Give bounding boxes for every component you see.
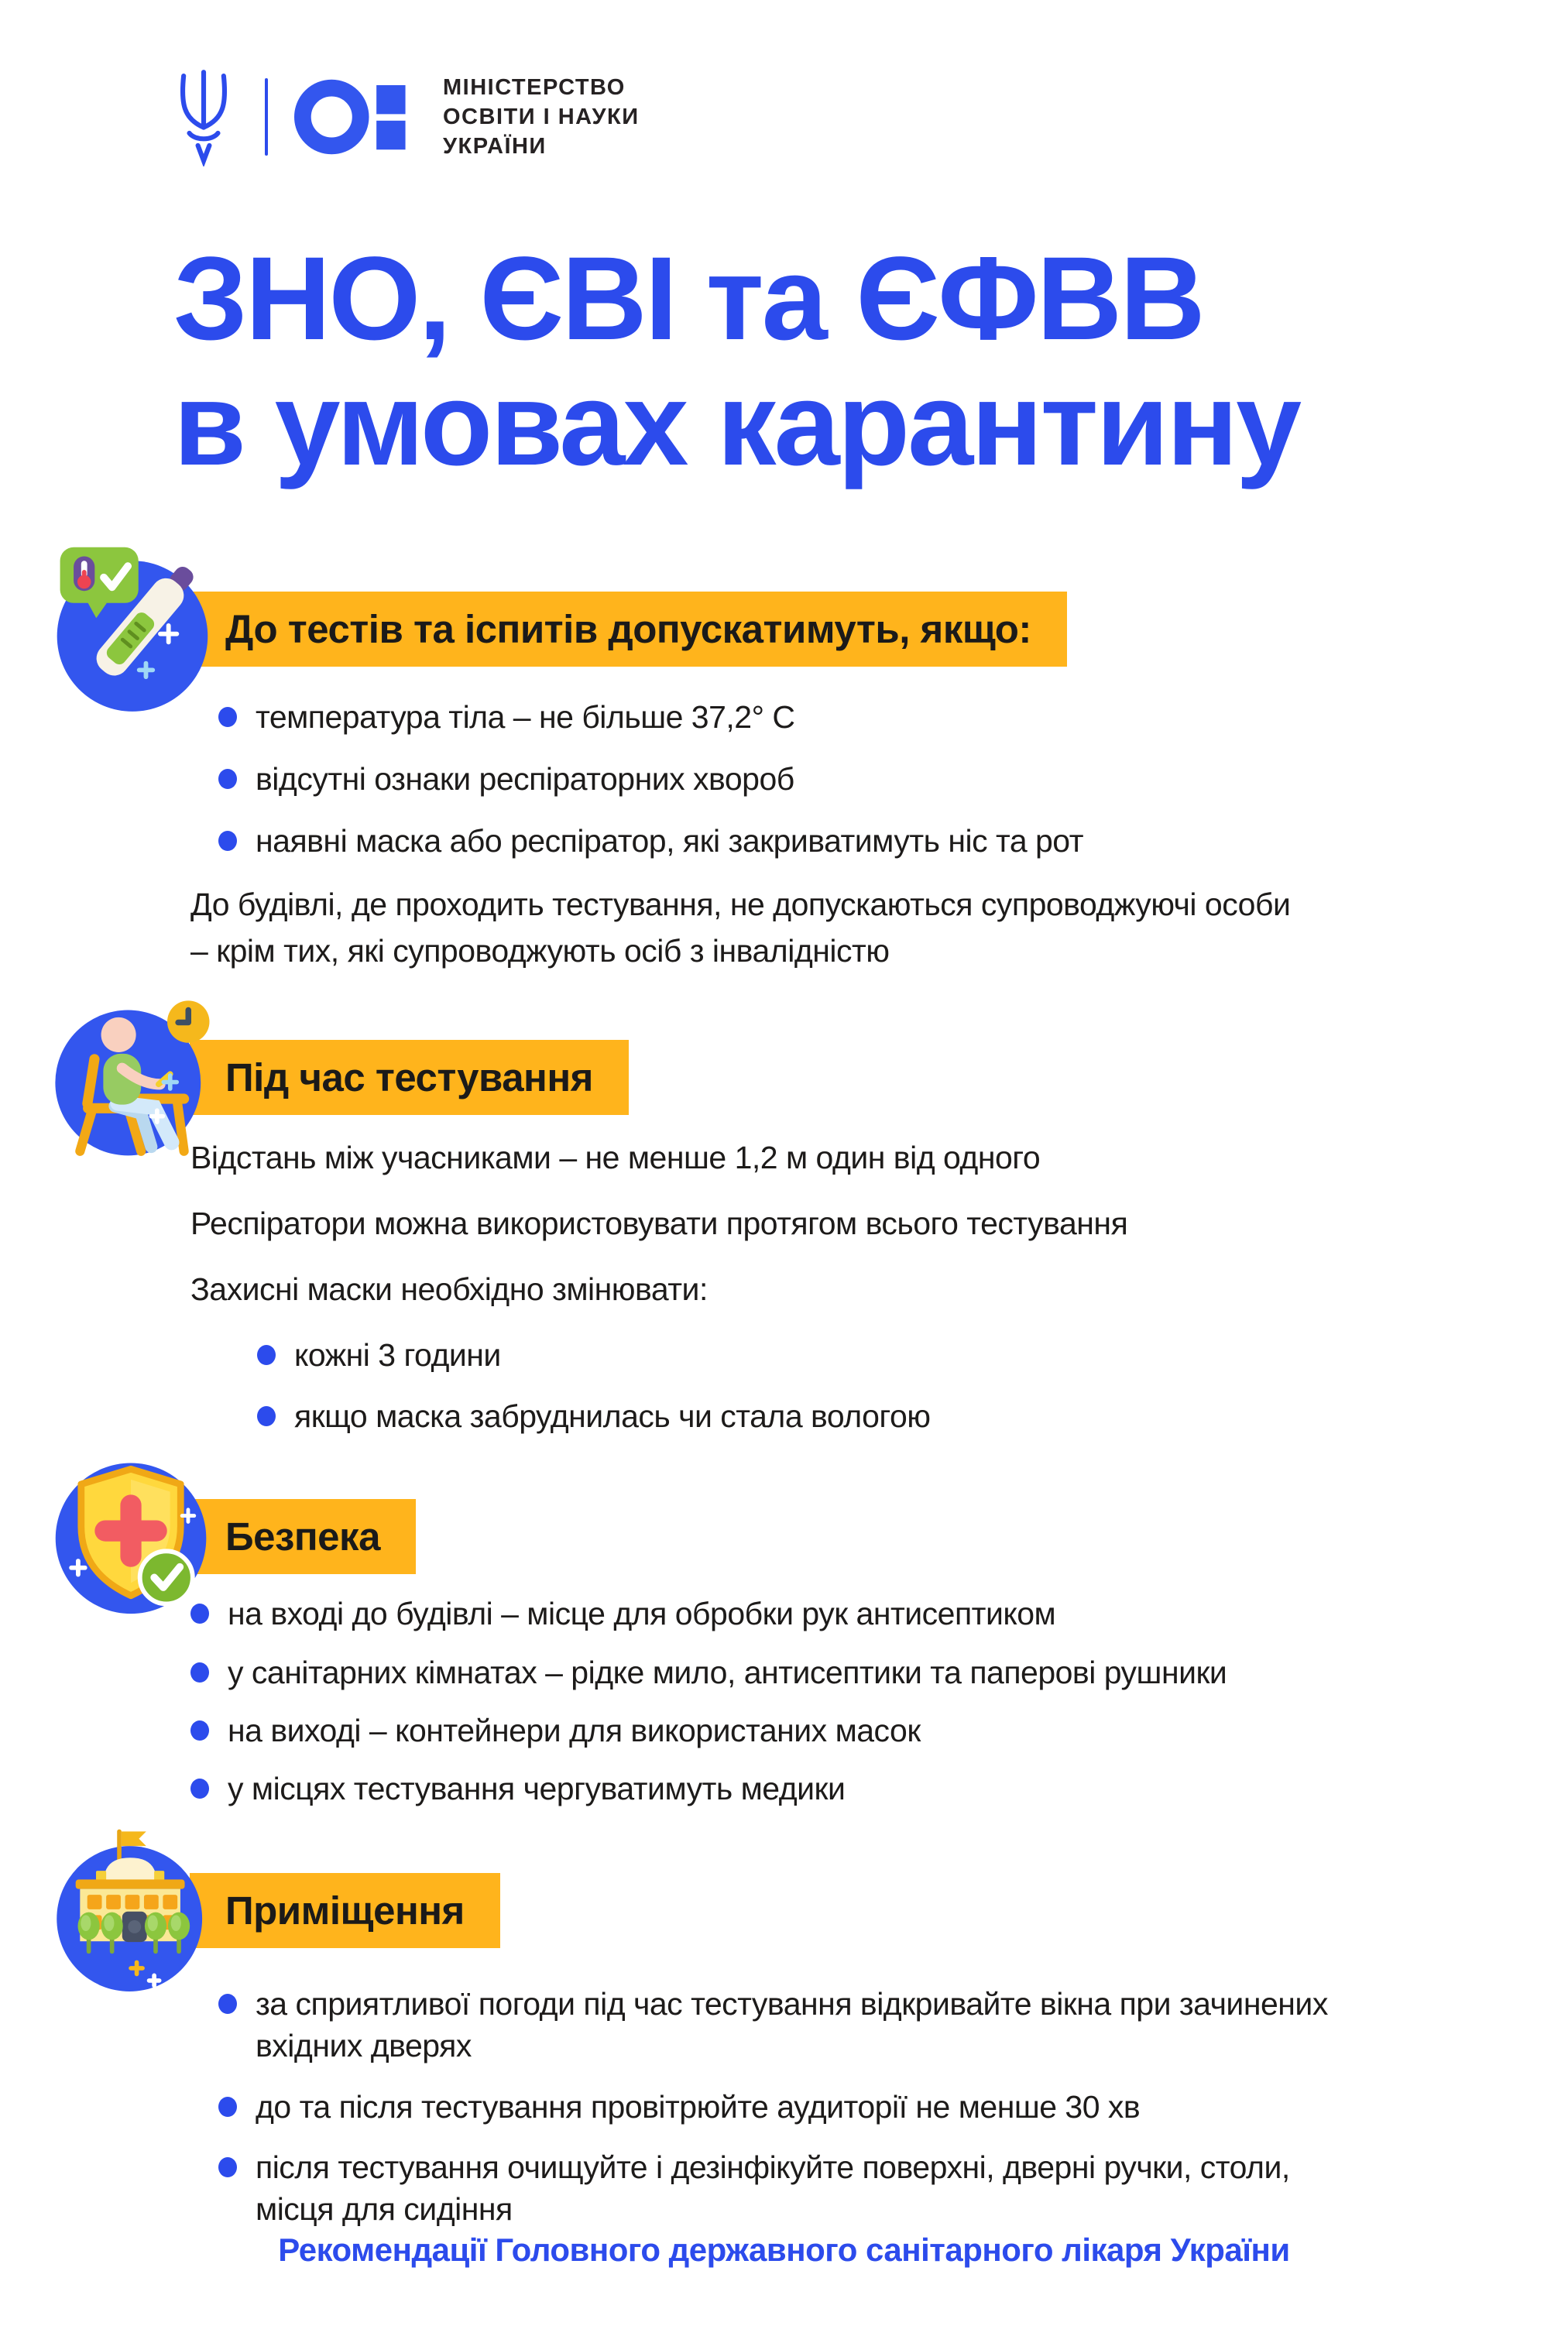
section-safety-heading: Безпека (190, 1499, 416, 1574)
during-testing-paragraphs (190, 1137, 1568, 1310)
safety-bullet-list (190, 1593, 1398, 1809)
bullet-dot-icon (257, 1406, 276, 1426)
mask-change-bullet-list (257, 1334, 1465, 1436)
bullet-text: якщо маска забруднилась чи стала вологою (294, 1398, 931, 1434)
mon-logo-icon (294, 72, 412, 162)
section-safety-content (190, 1593, 1568, 1809)
bullet-dot-icon (218, 2157, 237, 2177)
title-line-2: в умовах карантину (173, 358, 1300, 491)
section-premises-head (0, 1824, 1568, 1998)
bullet-text: на виході – контейнери для використаних масок (228, 1712, 921, 1748)
title-line-1: ЗНО, ЄВІ та ЄФВВ (173, 232, 1203, 365)
bullet-item (218, 696, 1426, 738)
logo-divider (265, 78, 268, 156)
bullet-dot-icon (190, 1662, 209, 1683)
section-safety (0, 1449, 1568, 1810)
bullet-item (190, 1652, 1398, 1693)
bullet-text: до та після тестування провітрюйте аудиторії не менше 30 хв (256, 2088, 1141, 2125)
footer-note: Рекомендації Головного державного санітарного лікаря України (278, 2232, 1290, 2268)
bullet-text: наявні маска або респіратор, які закриватимуть ніс та рот (256, 823, 1083, 859)
bullet-item (218, 2146, 1341, 2230)
school-building-icon (48, 1824, 215, 1998)
student-desk-icon (48, 993, 215, 1161)
bullet-dot-icon (218, 831, 237, 851)
ministry-name (443, 73, 640, 161)
bullet-text: температура тіла – не більше 37,2° С (256, 699, 795, 736)
bullet-item (218, 1983, 1341, 2067)
premises-bullet-list (218, 1983, 1341, 2230)
section-admission-heading: До тестів та іспитів допускатимуть, якщо: (190, 592, 1067, 667)
bullet-item (190, 1768, 1398, 1810)
thermometer-test-icon (48, 541, 215, 716)
bullet-item (190, 1593, 1398, 1635)
bullet-text: після тестування очищуйте і дезінфікуйте поверхні, дверні ручки, столи, місця для сидіння (256, 2149, 1290, 2227)
bullet-dot-icon (218, 1994, 237, 2014)
bullet-dot-icon (218, 2097, 237, 2117)
bullet-item (218, 2086, 1341, 2128)
admission-bullet-list (218, 696, 1426, 862)
section-during-testing-content (190, 1137, 1568, 1437)
bullet-dot-icon (190, 1779, 209, 1799)
bullet-dot-icon (190, 1720, 209, 1741)
ministry-name-line: ОСВІТИ І НАУКИ (443, 105, 640, 129)
admission-note: До будівлі, де проходить тестування, не допускаються супроводжуючі особи – крім тих, які супроводжують осіб з інвалідністю (190, 887, 1291, 969)
page-title (173, 232, 1568, 491)
paragraph: Захисні маски необхідно змінювати: (190, 1271, 708, 1308)
bullet-dot-icon (257, 1345, 276, 1365)
shield-cross-icon (48, 1449, 215, 1624)
bullet-item (257, 1334, 1465, 1376)
ministry-name-line: УКРАЇНИ (443, 134, 547, 159)
section-premises-heading: Приміщення (190, 1873, 500, 1948)
section-premises-content (190, 1983, 1568, 2230)
paragraph: Респіратори можна використовувати протягом всього тестування (190, 1206, 1128, 1242)
bullet-item (190, 1710, 1398, 1751)
bullet-dot-icon (218, 707, 237, 727)
section-admission (0, 541, 1568, 974)
paragraph: Відстань між учасниками – не менше 1,2 м один від одного (190, 1140, 1041, 1176)
bullet-text: за сприятливої погоди під час тестування відкривайте вікна при зачинених вхідних дверях (256, 1986, 1328, 2064)
bullet-item (218, 758, 1426, 800)
bullet-text: у санітарних кімнатах – рідке мило, антисептики та паперові рушники (228, 1654, 1227, 1690)
bullet-dot-icon (218, 769, 237, 789)
bullet-text: на вході до будівлі – місце для обробки рук антисептиком (228, 1596, 1056, 1632)
bullet-text: у місцях тестування чергуватимуть медики (228, 1770, 846, 1806)
section-admission-head (0, 541, 1568, 716)
header-logo (172, 66, 1568, 168)
section-admission-content (190, 696, 1568, 974)
ministry-name-line: МІНІСТЕРСТВО (443, 75, 626, 100)
bullet-item (218, 820, 1426, 862)
section-during-testing-heading: Під час тестування (190, 1040, 629, 1115)
bullet-text: відсутні ознаки респіраторних хвороб (256, 761, 794, 798)
section-during-testing (0, 993, 1568, 1436)
bullet-item (257, 1395, 1465, 1437)
bullet-text: кожні 3 години (294, 1337, 501, 1374)
section-premises (0, 1824, 1568, 2230)
tryzub-icon (172, 67, 235, 166)
